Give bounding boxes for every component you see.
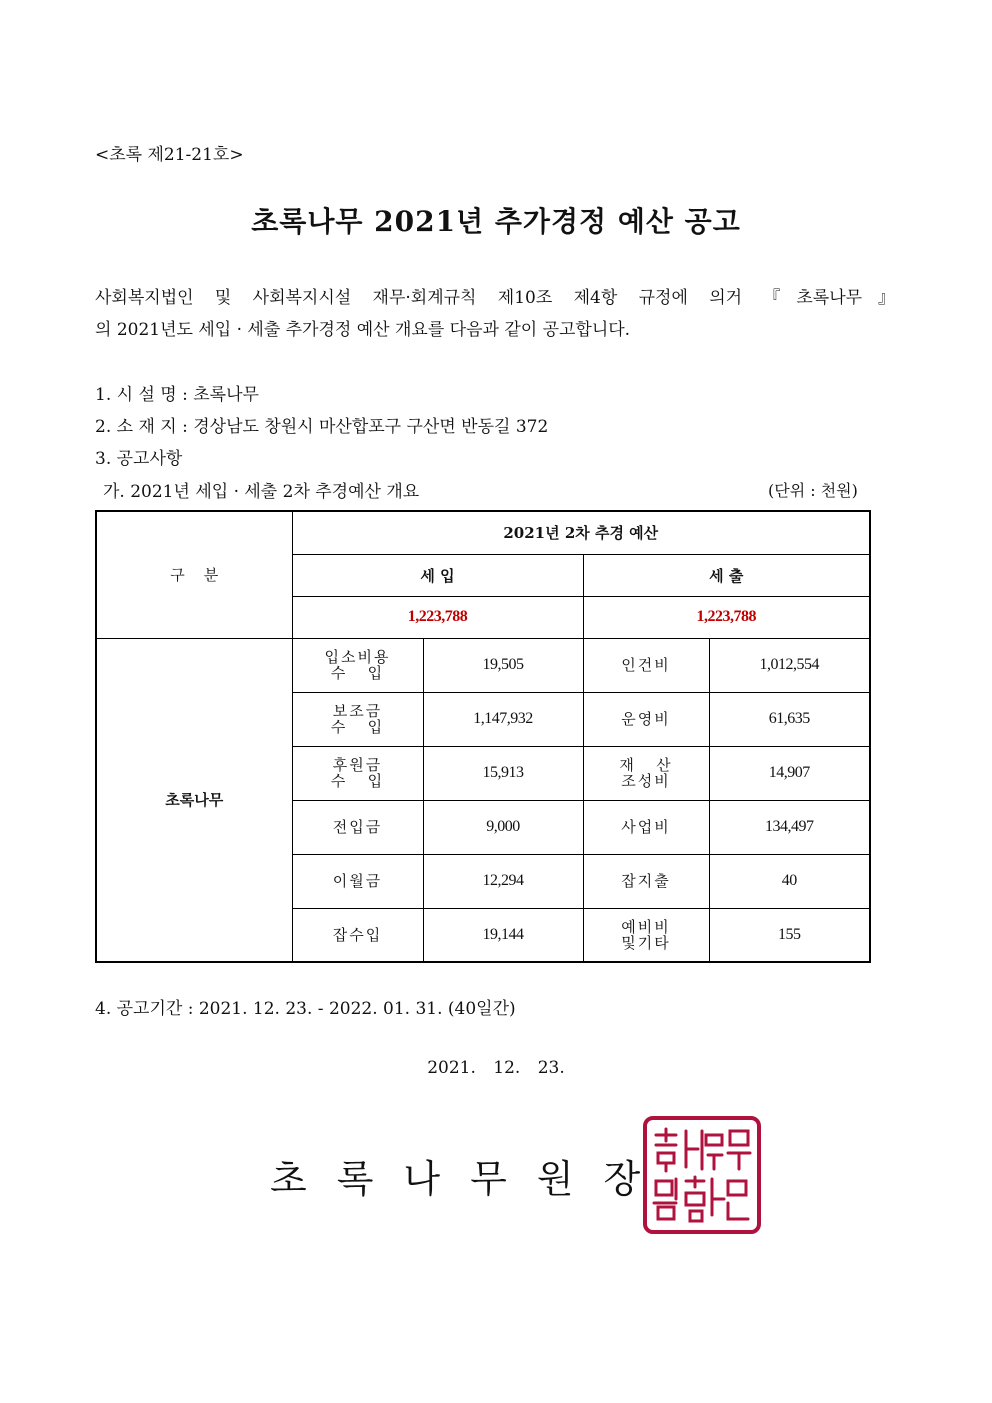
expense-value: 134,497: [709, 800, 870, 854]
page-title: 초록나무 2021년 추가경정 예산 공고: [251, 205, 741, 238]
revenue-total: 1,223,788: [292, 596, 583, 638]
budget-table: [95, 510, 871, 963]
notice-date: 2021. 12. 23.: [427, 1058, 565, 1078]
revenue-header: 세 입: [292, 554, 583, 596]
expense-label: 예비비 및기타: [583, 908, 709, 962]
revenue-value: 19,505: [423, 638, 583, 692]
revenue-label: 이월금: [292, 854, 423, 908]
category-header: 구 분: [96, 511, 292, 638]
notice-period: 4. 공고기간 : 2021. 12. 23. - 2022. 01. 31. (40일간): [95, 999, 516, 1019]
expense-header: 세 출: [583, 554, 870, 596]
facility-name-item: 1. 시 설 명 : 초록나무: [95, 385, 259, 405]
expense-total: 1,223,788: [583, 596, 870, 638]
revenue-label: 후원금 수 입: [292, 746, 423, 800]
expense-value: 155: [709, 908, 870, 962]
expense-value: 40: [709, 854, 870, 908]
revenue-value: 12,294: [423, 854, 583, 908]
notice-item: 3. 공고사항: [95, 449, 183, 469]
revenue-label: 전입금: [292, 800, 423, 854]
expense-value: 61,635: [709, 692, 870, 746]
location-item: 2. 소 재 지 : 경상남도 창원시 마산합포구 구산면 반동길 372: [95, 417, 549, 437]
revenue-label: 보조금 수 입: [292, 692, 423, 746]
expense-label: 인건비: [583, 638, 709, 692]
budget-header: 2021년 2차 추경 예산: [292, 511, 870, 554]
expense-label: 운영비: [583, 692, 709, 746]
unit-label: (단위 : 천원): [768, 481, 858, 500]
revenue-label: 잡수입: [292, 908, 423, 962]
document-number: <초록 제21-21호>: [95, 145, 244, 165]
intro-line-1: 사회복지법인 및 사회복지시설 재무·회계규칙 제10조 제4항 규정에 의거 『초록나무』: [95, 288, 895, 308]
revenue-value: 19,144: [423, 908, 583, 962]
revenue-value: 15,913: [423, 746, 583, 800]
revenue-value: 9,000: [423, 800, 583, 854]
official-seal-icon: [642, 1115, 762, 1235]
revenue-value: 1,147,932: [423, 692, 583, 746]
revenue-label: 입소비용 수 입: [292, 638, 423, 692]
signature-name: 초록나무원장: [270, 1157, 671, 1201]
notice-subitem: 가. 2021년 세입 · 세출 2차 추경예산 개요: [103, 482, 420, 502]
expense-label: 사업비: [583, 800, 709, 854]
intro-line-2: 의 2021년도 세입 · 세출 추가경정 예산 개요를 다음과 같이 공고합니다.: [95, 320, 631, 340]
expense-value: 14,907: [709, 746, 870, 800]
facility-cell: 초록나무: [96, 638, 292, 962]
expense-value: 1,012,554: [709, 638, 870, 692]
expense-label: 잡지출: [583, 854, 709, 908]
intro-paragraph: [95, 282, 895, 346]
expense-label: 재 산 조성비: [583, 746, 709, 800]
